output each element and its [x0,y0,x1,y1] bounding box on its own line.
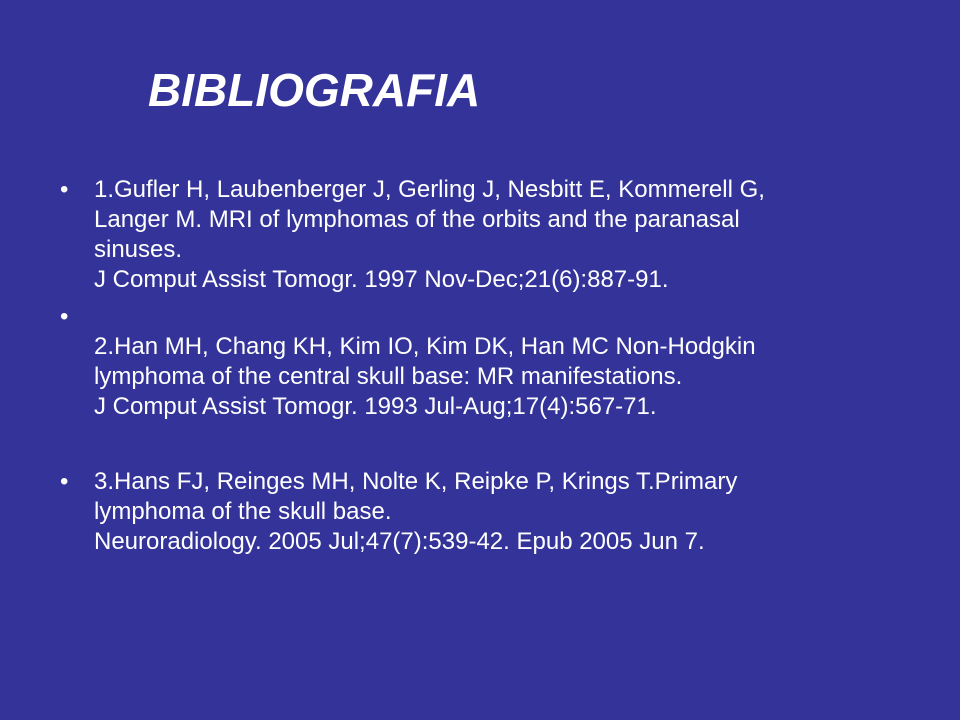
reference-2-citation: J Comput Assist Tomogr. 1993 Jul-Aug;17(4):567-71. [94,393,657,420]
bullet-icon: • [60,176,69,203]
reference-authors: Gufler H, Laubenberger J, Gerling J, Nesbitt E, Kommerell G, [114,176,765,203]
reference-2-empty-line [94,302,920,332]
reference-3-citation: Neuroradiology. 2005 Jul;47(7):539-42. Epub 2005 Jun 7. [94,528,705,555]
reference-1-line-2 [94,205,920,235]
reference-authors-cont: Langer M. [94,206,209,233]
reference-number: 3. [94,468,115,495]
bullet-icon: • [60,468,69,495]
reference-2-line-1 [94,332,920,362]
reference-list [60,175,920,557]
slide-title: BIBLIOGRAFIA [148,64,481,116]
reference-title: MRI of lymphomas of the orbits and the paranasal [208,206,740,233]
reference-1-line-3: sinuses. [94,236,183,263]
reference-authors: Han MH, Chang KH, Kim IO, Kim DK, Han MC Non-Hodgkin [114,333,756,360]
reference-1-citation: J Comput Assist Tomogr. 1997 Nov-Dec;21(6):887-91. [94,266,669,293]
reference-1-line-1 [94,175,920,205]
reference-3-line-2: lymphoma of the skull base. [94,498,392,525]
reference-number: 2. [94,333,115,360]
bullet-icon: • [60,303,69,330]
reference-number: 1. [94,176,115,203]
reference-item-2 [60,302,920,422]
reference-item-1 [60,175,920,295]
reference-authors: Hans FJ, Reinges MH, Nolte K, Reipke P, Krings T.Primary [114,468,738,495]
reference-3-line-1 [94,467,920,497]
reference-2-line-2: lymphoma of the central skull base: MR manifestations. [94,363,683,390]
reference-item-3 [60,467,920,557]
